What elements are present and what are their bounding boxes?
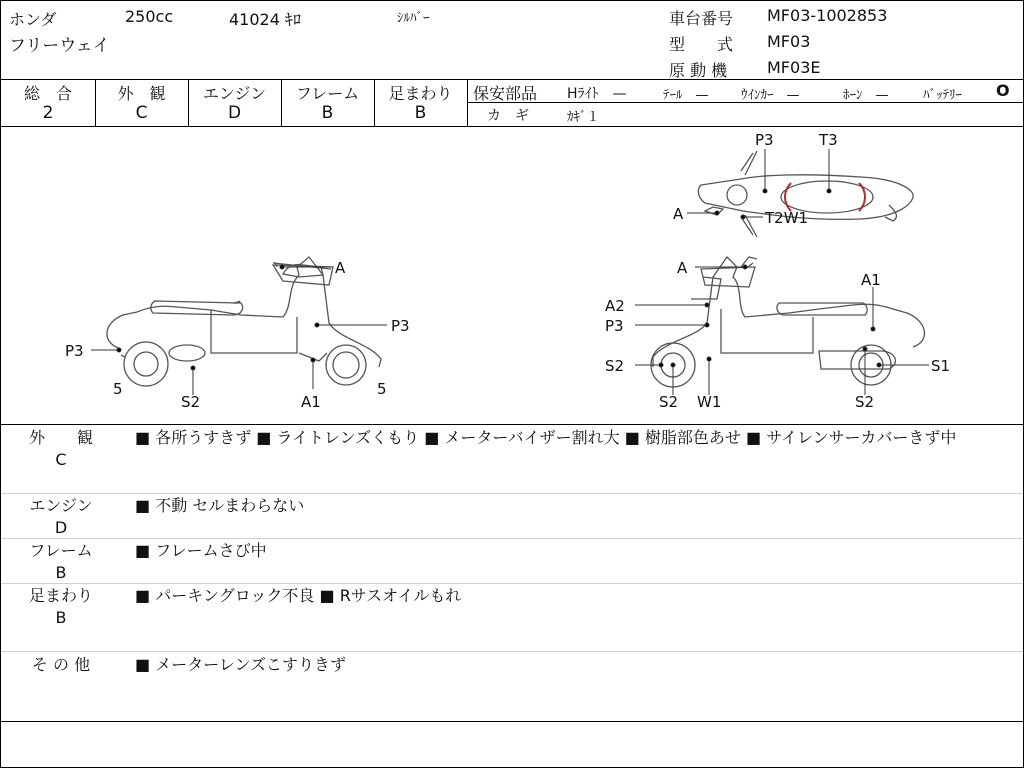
key-value: ｶｷﾞ１ — [567, 110, 600, 125]
section-exterior-text: ■ 各所うすきず ■ ライトレンズくもり ■ メーターバイザー割れ大 ■ 樹脂部色あせ ■ サイレンサーカバーきず中 — [135, 428, 957, 447]
battery-label: ﾊﾞｯﾃﾘｰ — [923, 88, 962, 103]
total-grade: 2 — [42, 103, 54, 123]
section-suspension-text: ■ パーキングロック不良 ■ Rサスオイルもれ — [135, 586, 462, 605]
frame-no-label: 車台番号 — [669, 9, 734, 28]
suspension-grade-label: 足まわり — [388, 84, 453, 103]
diagram-label: 5 — [377, 380, 387, 398]
section-other-text: ■ メーターレンズこすりきず — [135, 655, 347, 674]
winker-status: ｳｲﾝｶｰ — — [741, 88, 800, 103]
safety-label: 保安部品 — [473, 84, 538, 103]
engine-label: 原 動 機 — [669, 61, 728, 80]
model-name: フリーウェイ — [9, 36, 110, 56]
diagram-label: S2 — [181, 393, 201, 411]
scooter-diagram — [1, 127, 1023, 425]
diagram-label: 5 — [113, 380, 123, 398]
divider — [1, 721, 1023, 722]
key-label: カ ギ — [487, 108, 529, 124]
divider — [1, 424, 1023, 425]
engine-grade-label: エンジン — [202, 84, 267, 103]
divider — [1, 493, 1023, 494]
diagram-label: S1 — [931, 357, 951, 375]
section-exterior-label: 外 観 — [28, 428, 93, 447]
diagram-label: A — [677, 259, 688, 277]
exterior-grade: C — [135, 103, 148, 123]
diagram-label: P3 — [65, 342, 84, 360]
section-frame-text: ■ フレームさび中 — [135, 541, 267, 560]
diagram-label: T2W1 — [765, 209, 809, 227]
type-value: MF03 — [767, 32, 811, 51]
diagram-label: P3 — [755, 131, 774, 149]
section-suspension-label: 足まわり — [28, 586, 93, 605]
diagram-label: A — [335, 259, 346, 277]
frame-grade-label: フレーム — [295, 84, 360, 103]
diagram-label: S2 — [659, 393, 679, 411]
diagram-label: P3 — [391, 317, 410, 335]
section-frame-label: フレーム — [29, 541, 93, 560]
diagram-label: A — [673, 205, 684, 223]
divider — [1, 651, 1023, 652]
engine-value: MF03E — [767, 58, 821, 77]
section-exterior-grade: C — [55, 450, 67, 469]
frame-grade: B — [321, 103, 334, 123]
mileage: 41024 ｷﾛ — [229, 10, 301, 29]
diagram-label: P3 — [605, 317, 624, 335]
diagram-label: W1 — [697, 393, 722, 411]
total-label: 総 合 — [23, 84, 72, 103]
divider — [1, 583, 1023, 584]
section-suspension-grade: B — [55, 608, 67, 627]
section-engine-grade: D — [54, 518, 68, 537]
maker: ホンダ — [9, 10, 57, 29]
diagram-label: A2 — [605, 297, 625, 315]
divider — [1, 79, 1023, 80]
headlight-status: Hﾗｲﾄ — — [567, 86, 627, 102]
engine-grade: D — [227, 103, 242, 123]
frame-no: MF03-1002853 — [767, 6, 888, 25]
displacement: 250cc — [125, 7, 174, 26]
diagram-label: A1 — [861, 271, 881, 289]
diagram-label: A1 — [301, 393, 321, 411]
diagram-label: T3 — [819, 131, 838, 149]
tail-status: ﾃｰﾙ — — [663, 88, 709, 103]
section-frame-grade: B — [55, 563, 67, 582]
section-other-label: そ の 他 — [31, 655, 91, 674]
suspension-grade: B — [414, 103, 427, 123]
horn-status: ﾎｰﾝ — — [843, 88, 889, 103]
section-engine-text: ■ 不動 セルまわらない — [135, 496, 305, 515]
diagram-label: S2 — [605, 357, 625, 375]
battery-status: O — [996, 81, 1010, 100]
color: ｼﾙﾊﾞｰ — [397, 11, 430, 26]
diagram-label: S2 — [855, 393, 875, 411]
section-engine-label: エンジン — [29, 496, 93, 515]
type-label: 型 式 — [669, 35, 734, 54]
exterior-label: 外 観 — [117, 84, 166, 103]
divider — [1, 538, 1023, 539]
